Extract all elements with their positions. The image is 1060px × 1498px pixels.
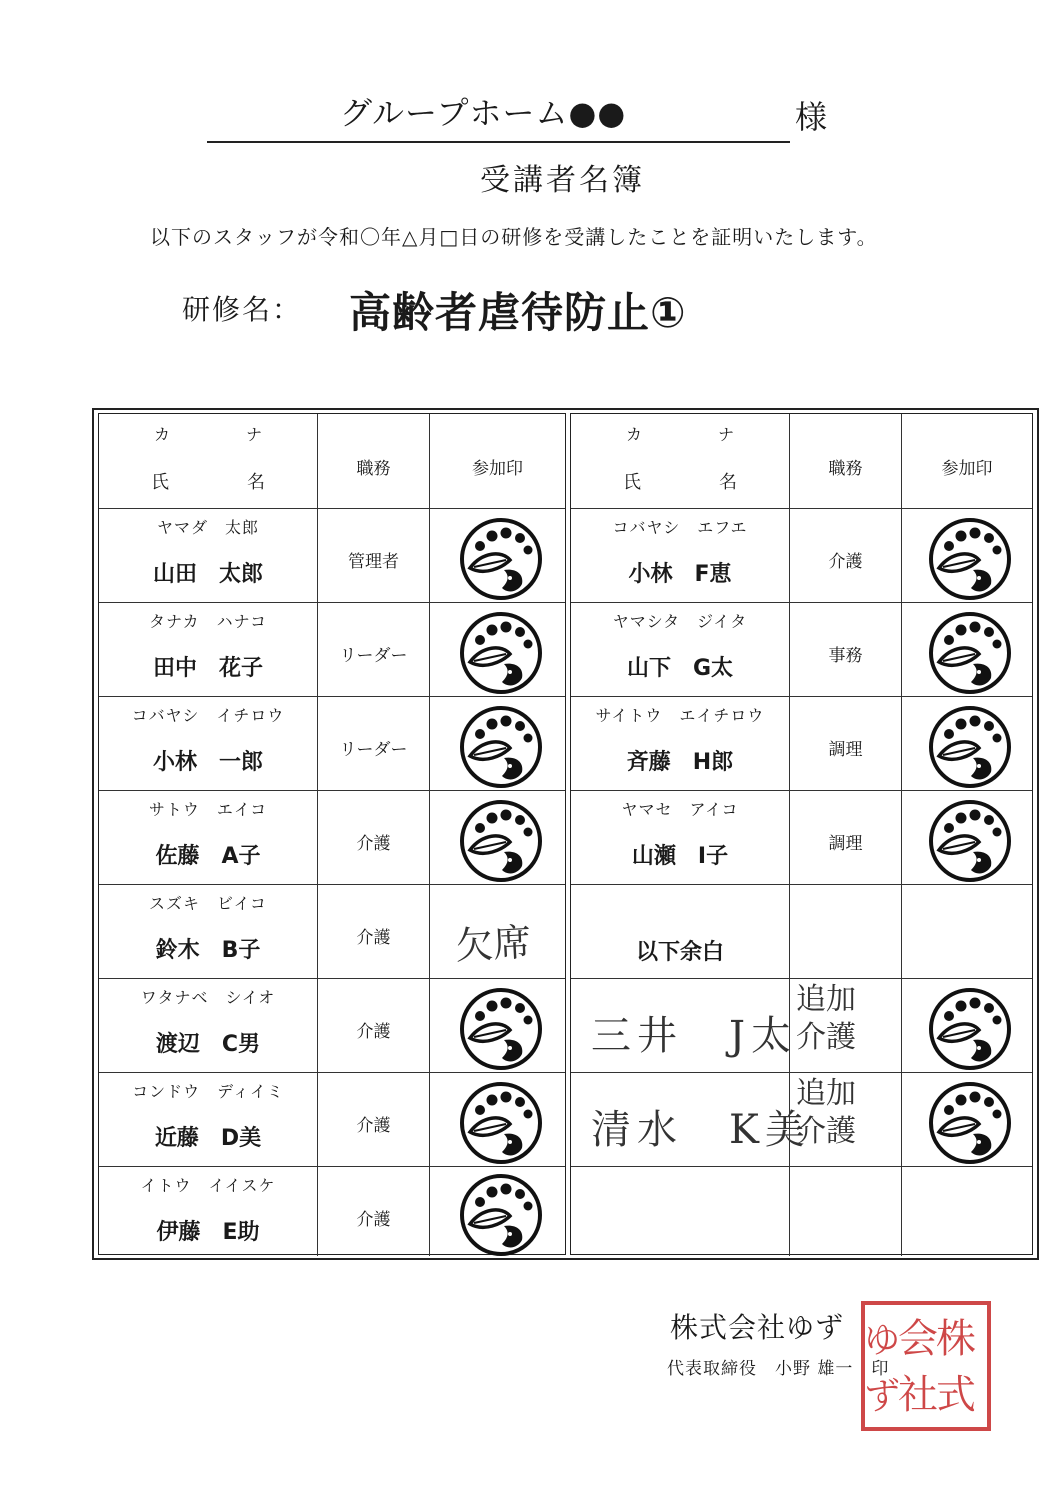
course-label: 研修名： [182, 293, 303, 326]
table-row [571, 885, 1032, 979]
company-name: 株式会社ゆず [670, 1311, 845, 1344]
svg-text:会: 会 [898, 1316, 938, 1362]
kana: スズキ ビイコ [149, 894, 267, 913]
header-kana: カ ナ [153, 425, 292, 444]
person-name: 伊藤 E助 [156, 1220, 260, 1245]
handwritten-role: 追加 介護 [796, 982, 856, 1055]
table-row [99, 1167, 565, 1256]
paw-stamp-icon [927, 798, 1013, 884]
person-name: 斉藤 H郎 [626, 750, 734, 775]
kana: コバヤシ イチロウ [131, 706, 285, 725]
role: リーダー [339, 740, 408, 760]
handwritten-name: 三井 J太 [591, 1013, 798, 1059]
kana: タナカ ハナコ [148, 612, 268, 631]
table-row [99, 1073, 565, 1167]
honorific: 様 [795, 98, 828, 136]
kana: ヤマダ 太郎 [156, 518, 259, 537]
role: 介護 [356, 834, 391, 854]
role: 介護 [828, 552, 863, 572]
paw-stamp-icon [927, 516, 1013, 602]
role: 介護 [356, 928, 391, 948]
table-row [571, 1073, 1032, 1167]
person-name: 佐藤 A子 [155, 844, 261, 869]
header-name: 氏 名 [623, 472, 767, 493]
right-table [570, 413, 1033, 1255]
paw-stamp-icon [458, 1172, 544, 1258]
table-row [571, 697, 1032, 791]
attendee-table [92, 408, 1039, 1260]
header-role: 職務 [828, 459, 863, 479]
representative: 代表取締役 小野 雄一 印 [667, 1359, 890, 1379]
kana: ヤマセ アイコ [621, 800, 739, 819]
table-row [571, 509, 1032, 603]
table-row [99, 509, 565, 603]
person-name: 渡辺 C男 [155, 1032, 261, 1057]
kana: イトウ イイスケ [140, 1176, 276, 1195]
header-kana: カ ナ [625, 425, 764, 444]
header-name: 氏 名 [151, 472, 295, 493]
certification-statement: 以下のスタッフが令和〇年△月□日の研修を受講したことを証明いたします。 [150, 225, 878, 249]
kana: サトウ エイコ [148, 800, 268, 819]
person-name: 小林 F恵 [628, 562, 732, 587]
document-title: 受講者名簿 [480, 163, 645, 198]
svg-text:式: 式 [936, 1372, 976, 1418]
role: 管理者 [348, 552, 399, 572]
paw-stamp-icon [458, 610, 544, 696]
person-name: 近藤 D美 [154, 1126, 262, 1151]
header-seal: 参加印 [472, 459, 523, 479]
kana: ヤマシタ ジイタ [612, 612, 748, 631]
handwritten-name: 清水 K美 [591, 1107, 811, 1153]
paw-stamp-icon [458, 986, 544, 1072]
role: 介護 [356, 1022, 391, 1042]
table-row [99, 885, 565, 979]
person-name: 山田 太郎 [152, 562, 263, 587]
person-name: 山瀬 I子 [631, 844, 729, 869]
header-row [571, 414, 1032, 509]
paw-stamp-icon [458, 1080, 544, 1166]
table-row [571, 603, 1032, 697]
table-row [99, 697, 565, 791]
underline [207, 141, 790, 143]
svg-text:ゆ: ゆ [863, 1320, 901, 1361]
svg-text:ず: ず [863, 1376, 901, 1417]
svg-text:社: 社 [898, 1372, 938, 1418]
role: 介護 [356, 1210, 391, 1230]
header-row [99, 414, 565, 509]
role: リーダー [339, 646, 408, 666]
remaining-blank-note: 以下余白 [635, 940, 724, 965]
absent-note: 欠席 [454, 920, 533, 968]
paw-stamp-icon [458, 516, 544, 602]
kana: コバヤシ エフエ [612, 518, 748, 537]
person-name: 田中 花子 [152, 656, 263, 681]
table-row [99, 603, 565, 697]
role: 調理 [828, 834, 863, 854]
table-row [99, 979, 565, 1073]
paw-stamp-icon [927, 986, 1013, 1072]
role: 調理 [828, 740, 863, 760]
kana: ワタナベ シイオ [140, 988, 276, 1007]
handwritten-role: 追加 介護 [796, 1076, 856, 1149]
table-row [571, 979, 1032, 1073]
header-seal: 参加印 [941, 459, 993, 479]
paw-stamp-icon [458, 798, 544, 884]
paw-stamp-icon [458, 704, 544, 790]
paw-stamp-icon [927, 1080, 1013, 1166]
header-role: 職務 [356, 459, 391, 479]
left-table [98, 413, 566, 1255]
course-name: 高齢者虐待防止① [349, 288, 687, 337]
svg-text:株: 株 [936, 1316, 976, 1362]
recipient-name: グループホーム●● [340, 94, 627, 132]
paw-stamp-icon [927, 704, 1013, 790]
person-name: 山下 G太 [626, 656, 734, 681]
table-row [571, 1167, 1032, 1256]
person-name: 鈴木 B子 [155, 938, 261, 963]
kana: サイトウ エイチロウ [595, 706, 765, 725]
role: 介護 [356, 1116, 391, 1136]
role: 事務 [828, 646, 863, 666]
company-seal-icon [860, 1300, 992, 1432]
person-name: 小林 一郎 [152, 750, 263, 775]
paw-stamp-icon [927, 610, 1013, 696]
table-row [99, 791, 565, 885]
kana: コンドウ ディイミ [132, 1082, 284, 1101]
table-row [571, 791, 1032, 885]
